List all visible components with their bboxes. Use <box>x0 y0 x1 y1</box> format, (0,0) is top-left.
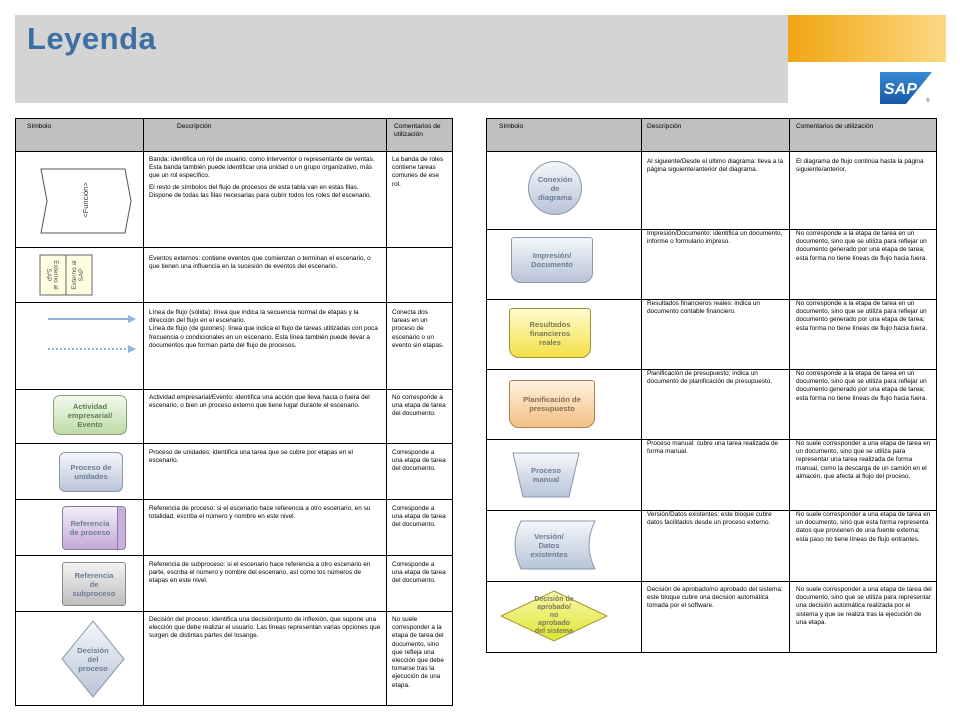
header-banner <box>15 15 788 103</box>
description-cell: Planificación de presupuesto: indica un documento de planificación de presupuesto. <box>647 370 773 386</box>
comment-cell: El diagrama de flujo continúa hasta la página siguiente/anterior. <box>796 158 924 174</box>
comment-cell: No corresponde a la etapa de tarea en un documento, sino que se utiliza para reflejar un documento generado por una etapa de tarea; esta forma no tiene líneas de flujo hacia fuera. <box>796 230 928 262</box>
comment-cell: Corresponde a una etapa de tarea del documento. <box>392 505 446 529</box>
description-cell: Resultados financieros reales: indica un documento contable financiero. <box>647 300 760 316</box>
description-cell: Al siguiente/Desde el último diagrama: lleva a la página siguiente/anterior del diagrama. <box>647 158 784 174</box>
budget-planning-label: Planificación de presupuesto <box>523 395 581 413</box>
description-cell: Decisión de aprobado/no aprobado del sistema: este bloque cubre una decisión automática tomada por el software. <box>647 586 783 610</box>
swimlane-band-label: <Función> <box>81 182 90 218</box>
sap-logo <box>880 72 932 104</box>
legend-table-left <box>15 118 453 706</box>
process-reference-label: Referencia de proceso <box>69 519 111 537</box>
row-divider <box>16 611 452 612</box>
unit-process-label: Proceso de unidades <box>70 463 112 481</box>
description-cell: Referencia de subproceso: si el escenario hace referencia a otro escenario en parte, escriba el número y nombre del escenario, así como los números de etapas en este nivel. <box>149 561 371 585</box>
diagram-connector-label: Conexión de diagrama <box>537 174 573 202</box>
description-cell: Versión/Datos existentes: este bloque cubre datos facilitados desde un proceso externo. <box>647 511 772 527</box>
page-title: Leyenda <box>27 21 157 56</box>
external-event-label: Externo al SAP <box>71 260 85 290</box>
print-document-shape <box>511 237 593 283</box>
comment-cell: No suele corresponder a la etapa de tarea del documento, sino que refleja una elección que debe tomarse tras la ejecución de una etapa. <box>392 616 444 689</box>
header-description: Descripción <box>177 123 212 130</box>
unit-process-shape <box>59 452 123 492</box>
header-description: Descripción <box>647 123 682 130</box>
financial-results-shape <box>509 308 591 358</box>
column-divider <box>789 119 790 652</box>
business-activity-shape <box>53 395 127 435</box>
legend-table-right <box>486 118 937 653</box>
process-reference-shape <box>62 506 126 550</box>
row-divider <box>16 499 452 500</box>
column-divider <box>641 119 642 652</box>
sap-logo-text: SAP <box>884 81 917 98</box>
comment-cell: No corresponde a la etapa de tarea en un documento, sino que se utiliza para reflejar un documento generado por una etapa de tarea; esta forma no tiene líneas de flujo hacia fuera. <box>796 370 928 402</box>
business-activity-label: Actividad empresarial/ Evento <box>67 401 113 429</box>
diagram-connector-shape <box>528 161 582 215</box>
header-symbol: Símbolo <box>499 123 524 130</box>
description-cell: Eventos externos: contiene eventos que comienzan o terminan el escenario, o que tienen una influencia en la sucesión de eventos del escenario. <box>149 255 371 271</box>
description-cell: Línea de flujo (sólida): línea que indica la secuencia normal de etapas y la dirección del flujo en el escenario. Línea de flujo (de guiones): línea que indica el flujo de tareas utilizadas con poca frecuencia o condicionales en un escenario. Esta línea también puede llevar a documentos que forman parte del flujo de procesos. <box>149 309 378 349</box>
comment-cell: Corresponde a una etapa de tarea del documento. <box>392 449 446 473</box>
comment-cell: No suele corresponder a una etapa de tarea en un documento, sino que se utiliza para representar una tarea realizada de forma manual, como la descarga de un camión en el almacén, que afecta al flujo del proceso. <box>796 440 931 480</box>
description-cell: Proceso manual: cubre una tarea realizada de forma manual. <box>647 440 779 456</box>
budget-planning-shape <box>509 380 595 428</box>
manual-process-label: Proceso manual <box>531 466 561 484</box>
header-accent-strip <box>788 15 946 62</box>
description-cell: Actividad empresarial/Evento: identifica una acción que lleva hacia o fuera del escenario, o bien un proceso externo que tiene lugar durante el escenario. <box>149 394 370 410</box>
system-decision-label: Decisión de aprobado/ no aprobado del sistema <box>534 596 574 635</box>
description-cell: Banda: identifica un rol de usuario, como interventor o representante de ventas. Esta banda también puede identificar una unidad o un grupo organizativo, más que un rol específico. El resto de símbolos del flujo de procesos de esta tabla van en estas filas. Dispone de todas las filas necesarias para cubrir todos los roles del escenario. <box>149 156 375 199</box>
stored-data-label: Versión/ Datos existentes <box>530 531 568 559</box>
external-event-label: Externo al SAP <box>45 260 59 290</box>
row-divider <box>16 389 452 390</box>
comment-cell: Corresponde a una etapa de tarea del documento. <box>392 561 446 585</box>
description-cell: Proceso de unidades: identifica una tarea que se cubre por etapas en el escenario. <box>149 449 353 465</box>
financial-results-label: Resultados financieros reales <box>529 319 571 347</box>
row-divider <box>16 302 452 303</box>
flow-line-icons <box>46 309 138 359</box>
header-symbol: Símbolo <box>27 123 52 130</box>
row-divider <box>16 555 452 556</box>
column-divider <box>143 119 144 705</box>
subprocess-reference-label: Referencia de subproceso <box>72 570 116 598</box>
comment-cell: No suele corresponder a una etapa de tarea del documento, sino que se utiliza para representar una decisión automática realizada por el sistema y que se realiza tras la ejecución de una etapa. <box>796 586 932 626</box>
row-divider <box>16 443 452 444</box>
svg-text:®: ® <box>926 98 930 104</box>
comment-cell: No suele corresponder a una etapa de tarea en un documento, sino que esta forma representa datos que provienen de una fuente externa; esta paso no tiene líneas de flujo entrantes. <box>796 511 931 543</box>
description-cell: Decisión del proceso: identifica una decisión/punto de inflexión, que supone una elección que debe realizar el usuario. Las líneas representan varias opciones que surgen de distintas partes del losange. <box>149 616 381 640</box>
print-document-label: Impresión/ Documento <box>531 251 573 269</box>
process-reference-side-bar <box>117 507 125 549</box>
subprocess-reference-shape <box>62 562 126 606</box>
row-divider <box>16 247 452 248</box>
header-comments: Comentarios de utilización <box>796 123 874 130</box>
comment-cell: No corresponde a una etapa de tarea del documento. <box>392 394 446 418</box>
comment-cell: No corresponde a la etapa de tarea en un documento, sino que se utiliza para reflejar un documento generado por una etapa de tarea; esta forma no tiene líneas de flujo hacia fuera. <box>796 300 928 332</box>
process-decision-label: Decisión del proceso <box>77 645 109 673</box>
table-header <box>487 119 936 152</box>
description-cell: Referencia de proceso: si el escenario hace referencia a otro escenario, en su totalidad, escriba el número y nombre en este nivel. <box>149 505 371 521</box>
comment-cell: Conecta dos tareas en un proceso de escenario o un evento sin etapas. <box>392 309 444 349</box>
header-comments: Comentarios de utilización <box>394 123 441 138</box>
comment-cell: La banda de roles contiene tareas comunes de ese rol. <box>392 156 444 188</box>
column-divider <box>386 119 387 705</box>
description-cell: Impresión/Documento: identifica un documento, informe o formulario impreso. <box>647 230 783 246</box>
